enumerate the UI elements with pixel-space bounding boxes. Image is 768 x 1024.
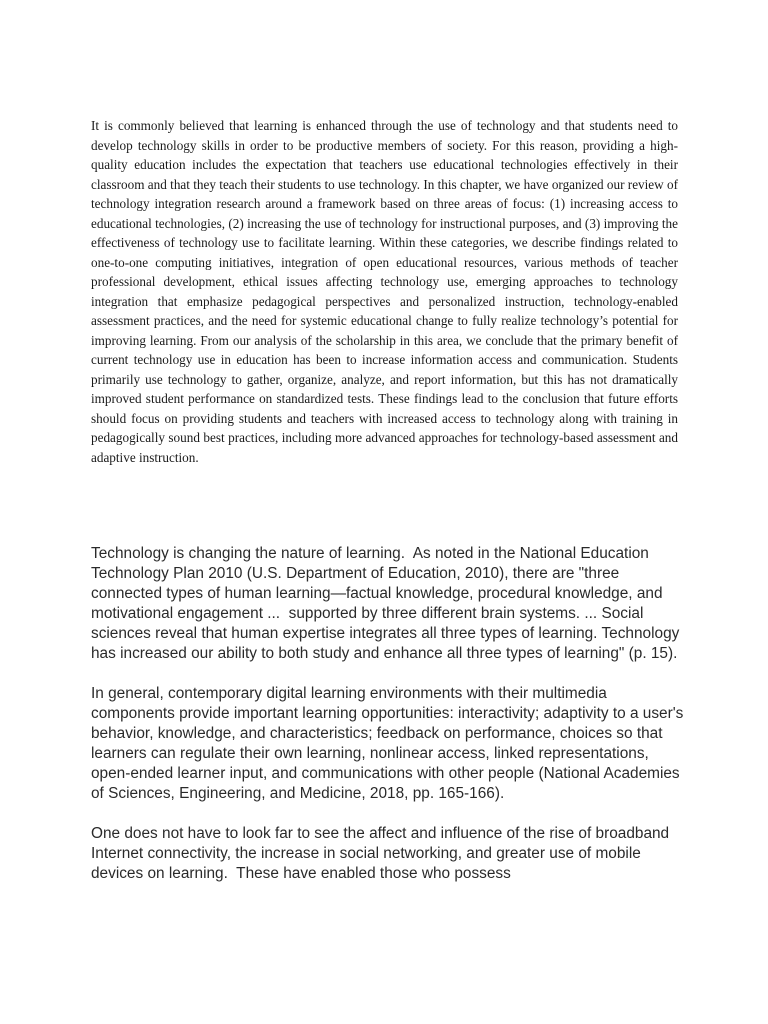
body-text [91, 544, 691, 904]
body-paragraph: Technology is changing the nature of learning. As noted in the National Education Technology Plan 2010 (U.S. Department of Education, 2010), there are "three connected types of human learning—factual knowledge, procedural knowledge, and motivational engagement ... supported by three different brain systems. ... Social sciences reveal that human expertise integrates all three types of learning. Technology has increased our ability to both study and enhance all three types of learning" (p. 15). [91, 545, 684, 662]
abstract-paragraph: It is commonly believed that learning is enhanced through the use of technology and that students need to develop technology skills in order to be productive members of society. For this reason, providing a high-quality education includes the expectation that teachers use educational technologies effectively in their classroom and that they teach their students to use technology. In this chapter, we have organized our review of technology integration research around a framework based on three areas of focus: (1) increasing access to educational technologies, (2) increasing the use of technology for instructional purposes, and (3) improving the effectiveness of technology use to facilitate learning. Within these categories, we describe findings related to one-to-one computing initiatives, integration of open educational resources, various methods of teacher professional development, ethical issues affecting technology use, emerging approaches to technology integration that emphasize pedagogical perspectives and personalized instruction, technology-enabled assessment practices, and the need for systemic educational change to fully realize technology’s potential for improving learning. From our analysis of the scholarship in this area, we conclude that the primary benefit of current technology use in education has been to increase information access and communication. Students primarily use technology to gather, organize, analyze, and report information, but this has not dramatically improved student performance on standardized tests. These findings lead to the conclusion that future efforts should focus on providing students and teachers with increased access to technology along with training in pedagogically sound best practices, including more advanced approaches for technology-based assessment and adaptive instruction. [91, 118, 678, 465]
body-paragraph: In general, contemporary digital learning environments with their multimedia components provide important learning opportunities: interactivity; adaptivity to a user's behavior, knowledge, and characteristics; feedback on performance, choices so that learners can regulate their own learning, nonlinear access, linked representations, open-ended learner input, and communications with other people (National Academies of Sciences, Engineering, and Medicine, 2018, pp. 165-166). [91, 685, 688, 802]
body-paragraph: One does not have to look far to see the affect and influence of the rise of broadband Internet connectivity, the increase in social networking, and greater use of mobile devices on learning. These have enabled those who possess [91, 825, 674, 882]
